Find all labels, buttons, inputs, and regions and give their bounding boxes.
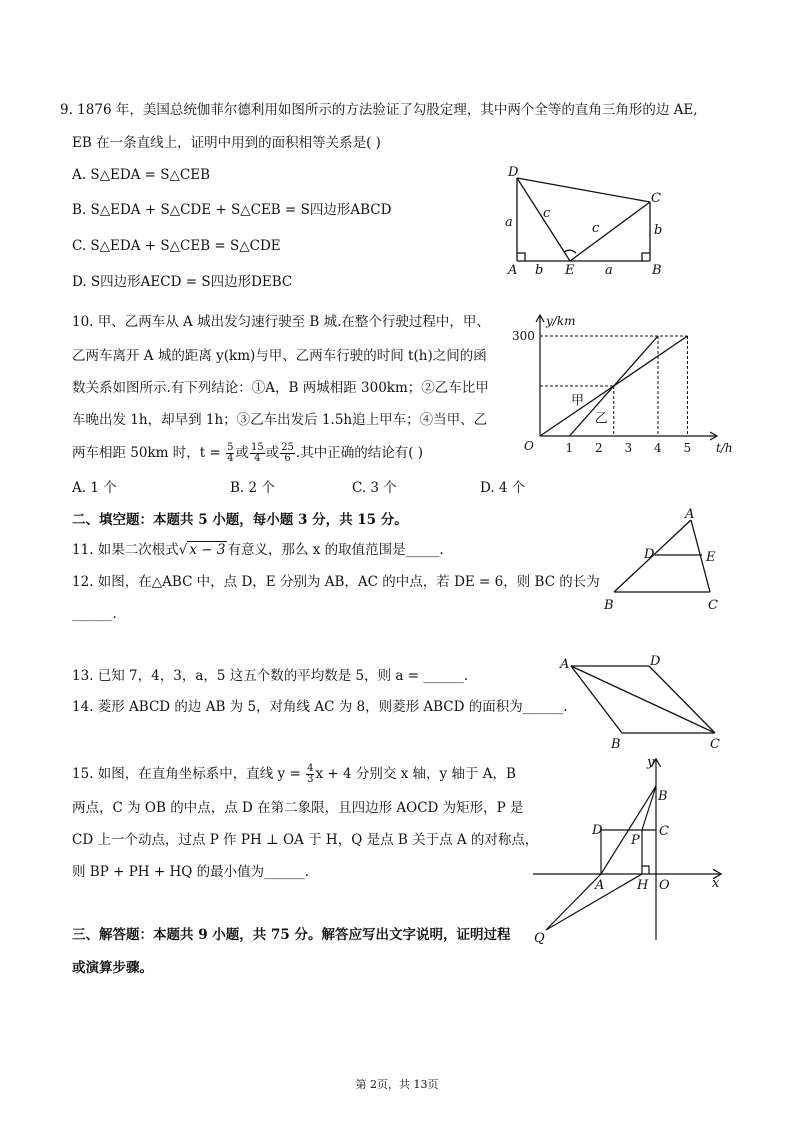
q12-label-e: E	[706, 550, 716, 565]
q15-line1-end: x + 4 分别交 x 轴，y 轴于 A，B	[315, 766, 516, 782]
q10-fraction-1-num: 5	[227, 442, 234, 453]
q15-line1-start: 15. 如图，在直角坐标系中，直线 y =	[72, 766, 301, 782]
q15-fraction	[306, 764, 314, 785]
chart-y-label: y/km	[546, 314, 576, 328]
q14-rhombus-figure	[550, 650, 735, 755]
chart-x-tick-1: 1	[565, 441, 574, 455]
q9-label-b-bottom: b	[535, 263, 544, 278]
q9-label-a-left: a	[505, 215, 513, 230]
page-footer: 第 2页，共 13页	[355, 1078, 439, 1091]
q9-label-d: D	[508, 165, 519, 180]
q10-fraction-2-den: 4	[254, 453, 261, 464]
q15-label-a: A	[595, 878, 605, 893]
q12-line1: 12. 如图，在△ABC 中，点 D，E 分别为 AB，AC 的中点，若 DE = 6，则 BC 的长为	[72, 574, 600, 590]
q11-pre: 11. 如果二次根式	[72, 542, 179, 558]
q15-label-b: B	[658, 789, 668, 804]
chart-x-tick-3: 3	[624, 441, 633, 455]
q10-option-a: A. 1 个	[72, 480, 117, 496]
q15-line4: 则 BP + PH + HQ 的最小值为______.	[72, 864, 309, 880]
q9-label-a: A	[508, 263, 518, 278]
q15-label-o: O	[659, 878, 670, 893]
q14-label-a: A	[560, 657, 570, 672]
q10-or-2: 或	[265, 445, 280, 461]
q10-fraction-3	[280, 443, 295, 464]
q15-label-y: y	[647, 755, 655, 770]
q15-label-d: D	[592, 823, 603, 838]
q9-right-angle-e	[564, 250, 576, 253]
q12-line2: ______.	[72, 606, 117, 622]
q9-label-b-right: b	[654, 223, 663, 238]
q10-option-d: D. 4 个	[480, 480, 526, 496]
q9-option-d: D. S四边形AECD = S四边形DEBC	[72, 274, 293, 290]
q15-label-p: P	[631, 833, 640, 848]
q14-diagonal-ac	[571, 666, 715, 733]
q9-trapezoid-figure	[495, 160, 680, 280]
q14-side-ba	[571, 666, 622, 733]
q9-side-dc	[517, 178, 650, 202]
q14-side-dc	[649, 666, 715, 733]
q10-distance-time-chart	[510, 308, 735, 468]
q9-label-a-bottom: a	[605, 263, 613, 278]
section3-line1: 三、解答题：本题共 9 小题，共 75 分。解答应写出文字说明，证明过程	[72, 927, 511, 943]
q10-line2: 乙两车离开 A 城的距离 y(km)与甲、乙两车行驶的时间 t(h)之间的函	[72, 348, 487, 364]
q10-fraction-2	[250, 443, 265, 464]
q10-line5	[72, 443, 423, 464]
q9-line1: 9. 1876 年，美国总统伽菲尔德利用如图所示的方法验证了勾股定理，其中两个全等的直角三角形的边 AE,	[60, 102, 698, 118]
q10-fraction-1-den: 4	[227, 453, 234, 464]
q14-label-c: C	[710, 737, 720, 752]
chart-series-label-jia: 甲	[570, 393, 584, 409]
q15-line3: CD 上一个动点，过点 P 作 PH ⊥ OA 于 H，Q 是点 B 关于点 A 的对称点，	[72, 832, 539, 848]
q15-label-q: Q	[534, 931, 545, 946]
chart-x-tick-2: 2	[595, 441, 603, 455]
q11-line	[72, 540, 444, 560]
q10-option-c: C. 3 个	[352, 480, 397, 496]
q15-rectangle-aocd	[601, 830, 656, 874]
q10-fraction-3-den: 6	[284, 453, 291, 464]
q9-segment-ec	[570, 202, 650, 261]
q13-text: 13. 已知 7，4，3，a，5 这五个数的平均数是 5，则 a = ______.	[72, 668, 469, 684]
q12-triangle-figure	[598, 506, 728, 616]
q14-label-d: D	[650, 654, 661, 669]
chart-x-tick-5: 5	[683, 441, 692, 455]
q9-option-b: B. S△EDA + S△CDE + S△CEB = S四边形ABCD	[72, 202, 392, 218]
q15-fraction-den: 3	[307, 774, 314, 785]
q10-line4: 车晚出发 1h，却早到 1h；③乙车出发后 1.5h追上甲车；④当甲、乙	[72, 412, 488, 428]
q9-label-c-left: c	[543, 206, 551, 221]
q11-radicand: x − 3	[189, 542, 226, 558]
q9-line2: EB 在一条直线上，证明中用到的面积相等关系是( )	[72, 135, 381, 151]
chart-x-label: t/h	[716, 441, 733, 455]
q15-line2: 两点，C 为 OB 的中点，点 D 在第二象限，且四边形 AOCD 为矩形，P 是	[72, 800, 524, 816]
q10-line1: 10. 甲、乙两车从 A 城出发匀速行驶至 B 城.在整个行驶过程中，甲、	[72, 314, 490, 330]
q10-option-b: B. 2 个	[230, 480, 275, 496]
q10-line5-end: .其中正确的结论有( )	[295, 445, 424, 461]
q9-label-b: B	[652, 263, 662, 278]
q15-right-angle-h	[642, 866, 649, 874]
q12-label-c: C	[708, 598, 718, 613]
q10-fraction-1	[226, 443, 234, 464]
q10-fraction-2-num: 15	[250, 442, 264, 453]
q14-text: 14. 菱形 ABCD 的边 AB 为 5，对角线 AC 为 8，则菱形 ABCD 的面积为______.	[72, 699, 568, 715]
q15-segment-aq	[546, 874, 601, 930]
q9-label-e: E	[565, 263, 575, 278]
q9-option-c: C. S△EDA + S△CEB = S△CDE	[72, 238, 281, 254]
q9-right-angle-a	[517, 253, 525, 261]
q15-label-x: x	[712, 876, 720, 891]
q10-line5-start: 两车相距 50km 时，t =	[72, 445, 221, 461]
q9-right-angle-b	[642, 253, 650, 261]
q12-label-a: A	[685, 507, 695, 522]
chart-x-tick-4: 4	[654, 441, 662, 455]
section2-title: 二、填空题：本题共 5 小题，每小题 3 分，共 15 分。	[72, 512, 408, 528]
q9-label-c: C	[651, 191, 661, 206]
q15-label-c: C	[659, 824, 669, 839]
chart-origin-label: O	[524, 439, 534, 453]
q12-label-b: B	[604, 598, 614, 613]
q10-line3: 数关系如图所示.有下列结论：①A，B 两城相距 300km；②乙车比甲	[72, 380, 489, 396]
sqrt-sign-icon: √	[178, 542, 188, 558]
chart-series-label-yi: 乙	[594, 411, 608, 427]
q10-fraction-3-num: 25	[281, 442, 294, 453]
q15-coordinate-figure	[525, 752, 730, 947]
q11-post: 有意义，那么 x 的取值范围是_____.	[227, 542, 444, 558]
q15-segment-hq	[546, 874, 642, 930]
q10-or-1: 或	[235, 445, 249, 461]
q14-label-b: B	[611, 737, 621, 752]
q9-label-c-right: c	[592, 221, 600, 236]
chart-y-tick-300: 300	[512, 329, 535, 343]
q9-option-a: A. S△EDA = S△CEB	[72, 167, 211, 183]
q15-line1	[72, 764, 516, 785]
q15-label-h: H	[637, 878, 649, 893]
q15-segment-bp	[642, 786, 656, 830]
q12-label-d: D	[644, 547, 655, 562]
section3-line2: 或演算步骤。	[72, 960, 153, 976]
q15-fraction-num: 4	[307, 763, 314, 774]
